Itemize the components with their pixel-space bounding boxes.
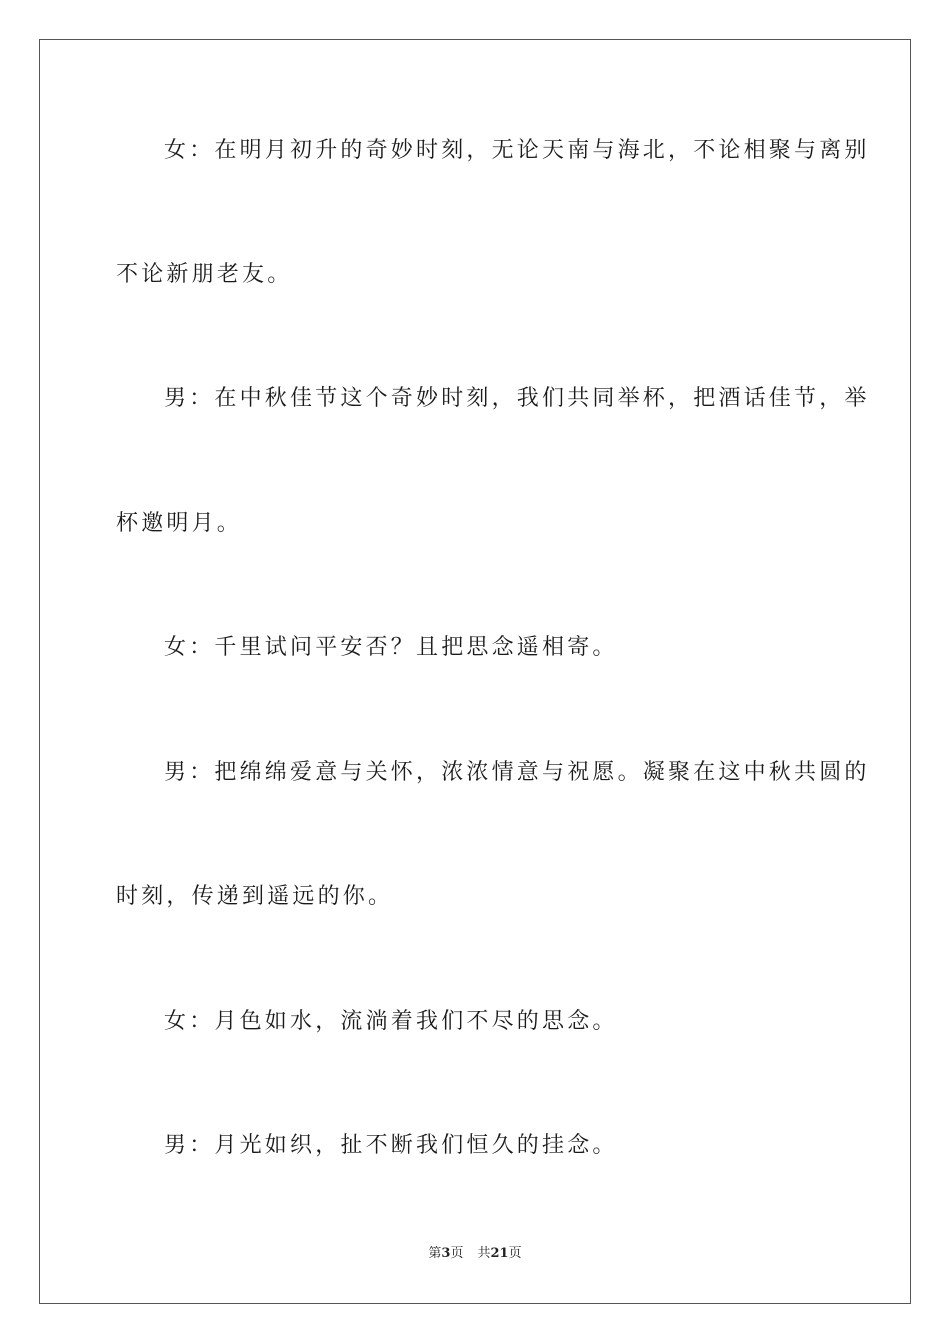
total-suffix: 页 (508, 1246, 522, 1261)
page-suffix: 页 (450, 1246, 464, 1261)
dialogue-line-continuation: 杯邀明月。 (116, 511, 243, 536)
dialogue-line: 男：月光如织，扯不断我们恒久的挂念。 (164, 1133, 618, 1158)
total-pages: 21 (490, 1246, 509, 1261)
page-prefix: 第 (428, 1246, 442, 1261)
dialogue-line: 女：在明月初升的奇妙时刻，无论天南与海北，不论相聚与离别 (164, 138, 870, 163)
page-number: 3 (441, 1246, 451, 1261)
dialogue-line: 男：在中秋佳节这个奇妙时刻，我们共同举杯，把酒话佳节，举 (164, 386, 870, 411)
page-footer (0, 1245, 950, 1263)
dialogue-line-continuation: 不论新朋老友。 (116, 262, 293, 287)
page-border (39, 39, 911, 1304)
dialogue-line: 男：把绵绵爱意与关怀，浓浓情意与祝愿。凝聚在这中秋共圆的 (164, 760, 870, 785)
total-prefix: 共 (477, 1246, 491, 1261)
dialogue-line: 女：月色如水，流淌着我们不尽的思念。 (164, 1009, 618, 1034)
dialogue-line-continuation: 时刻，传递到遥远的你。 (116, 884, 394, 909)
dialogue-line: 女：千里试问平安否？且把思念遥相寄。 (164, 635, 618, 660)
